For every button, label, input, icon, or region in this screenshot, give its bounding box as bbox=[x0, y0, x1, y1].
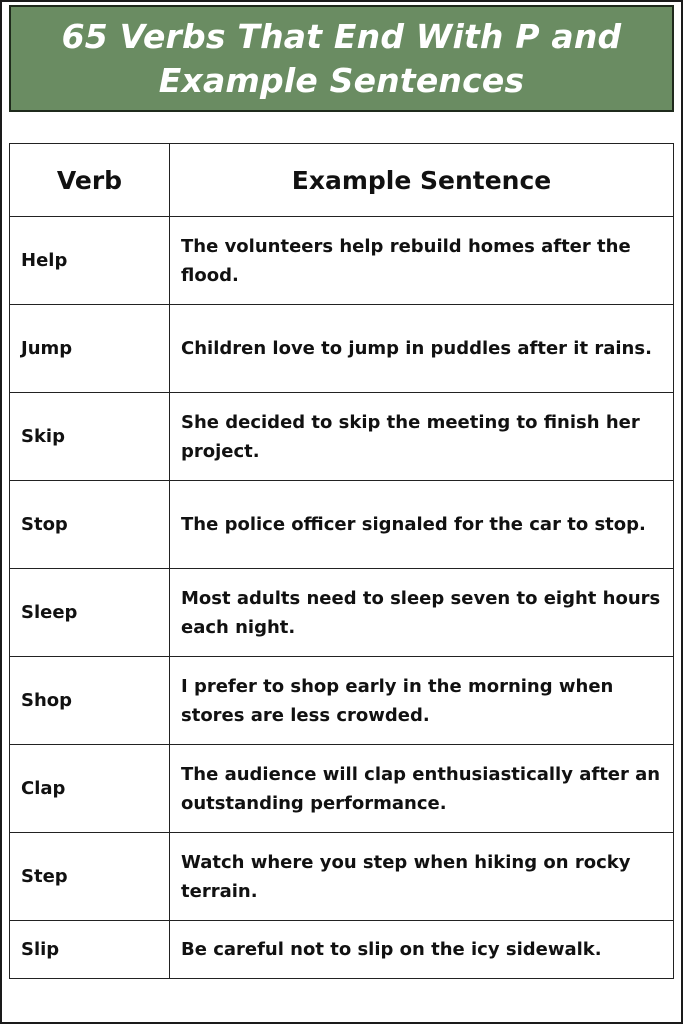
sentence-column-header: Example Sentence bbox=[170, 144, 674, 217]
verb-cell: Shop bbox=[10, 657, 170, 745]
verb-cell: Step bbox=[10, 833, 170, 921]
verb-column-header: Verb bbox=[10, 144, 170, 217]
table-row bbox=[10, 657, 674, 745]
sentence-cell: Watch where you step when hiking on rocky terrain. bbox=[170, 833, 674, 921]
table-row bbox=[10, 833, 674, 921]
verbs-table bbox=[9, 143, 674, 979]
verb-cell: Skip bbox=[10, 393, 170, 481]
sentence-cell: She decided to skip the meeting to finish her project. bbox=[170, 393, 674, 481]
table-row bbox=[10, 305, 674, 393]
table-header-row bbox=[10, 144, 674, 217]
verb-cell: Sleep bbox=[10, 569, 170, 657]
sentence-cell: The police officer signaled for the car to stop. bbox=[170, 481, 674, 569]
sentence-cell: Be careful not to slip on the icy sidewalk. bbox=[170, 921, 674, 979]
sentence-cell: Children love to jump in puddles after it rains. bbox=[170, 305, 674, 393]
sentence-cell: The volunteers help rebuild homes after the flood. bbox=[170, 217, 674, 305]
table-row bbox=[10, 393, 674, 481]
page-title: 65 Verbs That End With P and Example Sentences bbox=[61, 16, 622, 100]
table-row bbox=[10, 921, 674, 979]
title-banner bbox=[9, 5, 674, 112]
verb-cell: Help bbox=[10, 217, 170, 305]
sentence-cell: I prefer to shop early in the morning when stores are less crowded. bbox=[170, 657, 674, 745]
table-row bbox=[10, 481, 674, 569]
verb-cell: Slip bbox=[10, 921, 170, 979]
table-row bbox=[10, 745, 674, 833]
verb-cell: Clap bbox=[10, 745, 170, 833]
verb-cell: Stop bbox=[10, 481, 170, 569]
table-row bbox=[10, 569, 674, 657]
table-row bbox=[10, 217, 674, 305]
sentence-cell: The audience will clap enthusiastically after an outstanding performance. bbox=[170, 745, 674, 833]
sentence-cell: Most adults need to sleep seven to eight hours each night. bbox=[170, 569, 674, 657]
verb-cell: Jump bbox=[10, 305, 170, 393]
